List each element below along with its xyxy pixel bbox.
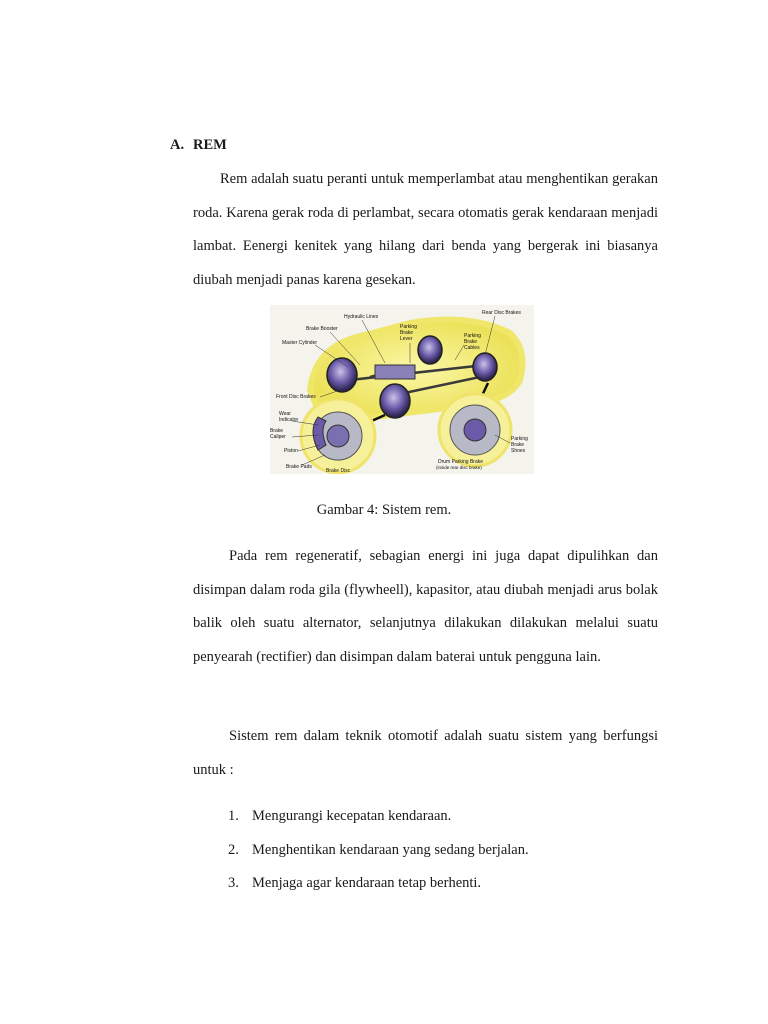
- section-heading: [170, 137, 227, 154]
- label-drum-parking-brake-2: (inside rear disc brake): [436, 465, 482, 470]
- label-parking-brake-shoes-3: Shoes: [511, 448, 526, 454]
- figure-caption: Gambar 4: Sistem rem.: [316, 502, 452, 518]
- label-brake-disc: Brake Disc: [326, 468, 351, 474]
- label-parking-brake-shoes-1: Parking: [511, 436, 528, 442]
- list-item-number: 2.: [228, 841, 239, 858]
- label-master-cylinder: Master Cylinder: [282, 340, 318, 346]
- label-parking-brake-lever-3: Lever: [400, 336, 413, 342]
- list-item-text: Menjaga agar kendaraan tetap berhenti.: [252, 875, 482, 891]
- list-item-text: Mengurangi kecepatan kendaraan.: [252, 808, 452, 824]
- list-item-number: 1.: [228, 808, 239, 824]
- function-list: [228, 805, 529, 906]
- label-rear-disc-brakes: Rear Disc Brakes: [482, 310, 521, 316]
- list-item: [228, 872, 529, 906]
- brake-system-diagram: [270, 305, 534, 474]
- brake-system-figure: [270, 305, 534, 474]
- list-item-text: Menghentikan kendaraan yang sedang berjalan.: [252, 841, 529, 858]
- label-brake-pads: Brake Pads: [286, 464, 312, 470]
- label-brake-caliper-1: Brake: [270, 428, 284, 434]
- label-hydraulic-lines: Hydraulic Lines: [344, 314, 379, 320]
- paragraph-function-intro: Sistem rem dalam teknik otomotif adalah suatu sistem yang berfungsi untuk :: [193, 728, 658, 778]
- list-item: [228, 805, 529, 839]
- label-front-disc-brakes: Front Disc Brakes: [276, 394, 316, 400]
- label-drum-parking-brake-1: Drum Parking Brake: [438, 459, 484, 465]
- label-brake-booster: Brake Booster: [306, 326, 338, 332]
- section-number: A.: [170, 137, 185, 153]
- paragraph-definition: Rem adalah suatu peranti untuk memperlambat atau menghentikan gerakan roda. Karena gerak roda di perlambat, secara otomatis gerak kendaraan menjadi lambat. Eenergi kenitek yang hilang dari benda yang bergerak ini biasanya diubah menjadi panas karena gesekan.: [193, 171, 658, 289]
- label-parking-brake-cables-2: Brake: [464, 339, 478, 345]
- label-parking-brake-cables-1: Parking: [464, 333, 481, 339]
- label-brake-caliper-2: Caliper: [270, 434, 286, 440]
- label-wear-indicator-2: Indicator: [279, 417, 299, 423]
- label-parking-brake-shoes-2: Brake: [511, 442, 525, 448]
- paragraph-regenerative: Pada rem regeneratif, sebagian energi ini juga dapat dipulihkan dan disimpan dalam roda gila (flywheell), kapasitor, atau diubah menjadi arus bolak balik oleh suatu alternator, selanjutnya dilakukan dilakukan melalui suatu penyearah (rectifier) dan disimpan dalam baterai untuk pengguna lain.: [193, 548, 658, 666]
- label-piston: Piston: [284, 448, 298, 454]
- label-wear-indicator-1: Wear: [279, 411, 291, 417]
- list-item-number: 3.: [228, 875, 239, 891]
- list-item: [228, 839, 529, 873]
- section-title: REM: [193, 137, 227, 153]
- label-parking-brake-lever-2: Brake: [400, 330, 414, 336]
- label-parking-brake-cables-3: Cables: [464, 345, 480, 351]
- label-parking-brake-lever-1: Parking: [400, 324, 417, 330]
